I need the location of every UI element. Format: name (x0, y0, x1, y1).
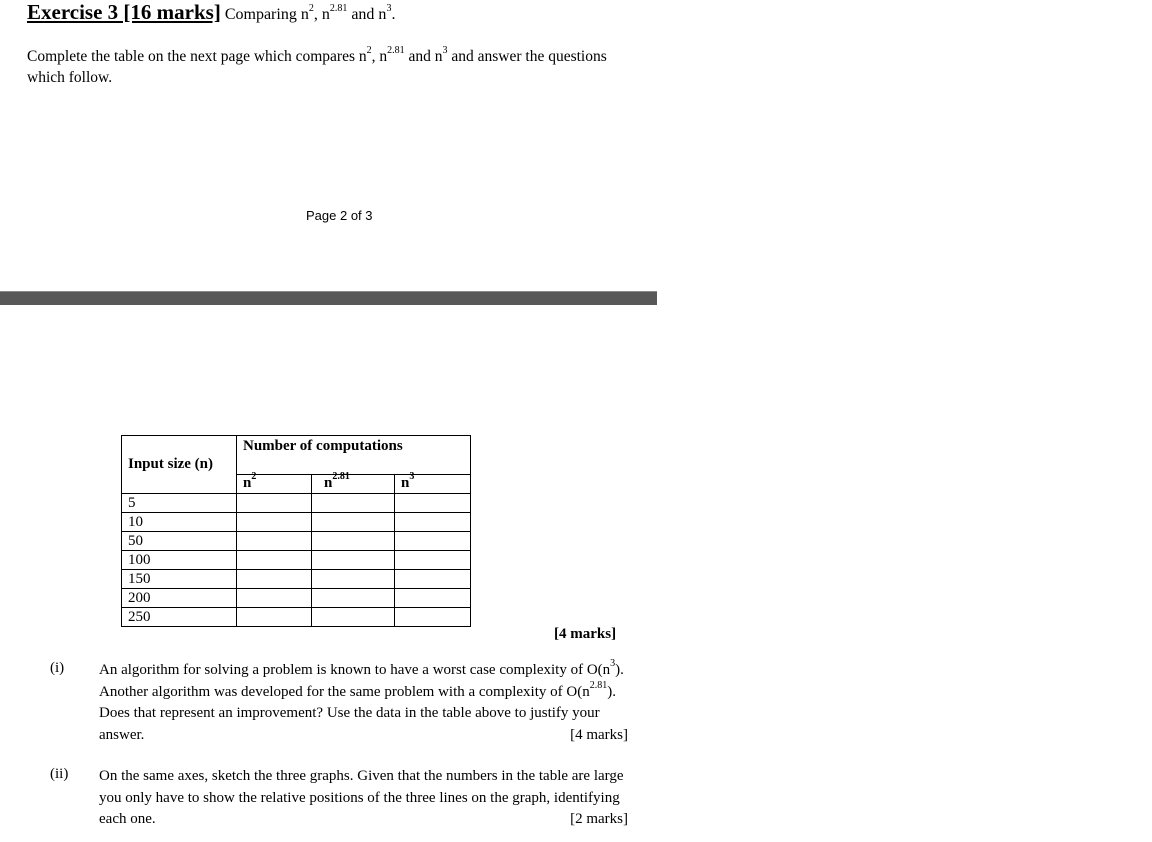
intro-text: and n (404, 48, 443, 65)
answer-cell[interactable] (395, 551, 471, 570)
col-n3-header (395, 471, 471, 494)
answer-cell[interactable] (312, 570, 395, 589)
comparison-table (121, 435, 471, 627)
answer-cell[interactable] (395, 608, 471, 627)
question-marks: [4 marks] (570, 726, 628, 743)
table-row (122, 532, 471, 551)
subtitle-sup: 3 (386, 2, 392, 14)
input-value: 10 (122, 513, 237, 532)
input-value: 100 (122, 551, 237, 570)
answer-cell[interactable] (312, 494, 395, 513)
subtitle-sup: 2.81 (329, 2, 348, 14)
subtitle-part: , n (313, 6, 330, 23)
computations-header: Number of computations (237, 436, 471, 475)
col-base: n (324, 475, 333, 491)
question-text (99, 660, 644, 746)
col-base: n (401, 475, 410, 491)
answer-cell[interactable] (312, 551, 395, 570)
question-part: An algorithm for solving a problem is known to have a worst case complexity of O(n (99, 662, 611, 678)
answer-cell[interactable] (237, 551, 312, 570)
input-value: 250 (122, 608, 237, 627)
intro-text: , n (371, 48, 388, 65)
input-value: 150 (122, 570, 237, 589)
question-marks: [2 marks] (570, 811, 628, 827)
table-row (122, 608, 471, 627)
subtitle-part: Comparing n (224, 6, 309, 23)
question-part: On the same axes, sketch the three graphs. Given that the numbers in the table are large you only have to show the relative positions of the three lines on the graph, identifying each one. (99, 768, 624, 827)
intro-text: Complete the table on the next page which compares n (27, 48, 367, 65)
intro-paragraph (27, 46, 647, 88)
question-sup: 2.81 (589, 679, 608, 691)
table-marks: [4 marks] (554, 626, 617, 642)
answer-cell[interactable] (395, 494, 471, 513)
answer-cell[interactable] (237, 570, 312, 589)
table-row (122, 551, 471, 570)
col-base: n (243, 475, 252, 491)
answer-cell[interactable] (395, 513, 471, 532)
question-label: (i) (50, 660, 65, 676)
page-separator (0, 291, 657, 305)
input-value: 200 (122, 589, 237, 608)
col-sup: 3 (409, 471, 415, 482)
exercise-title: Exercise 3 [16 marks] (27, 0, 221, 24)
table-row (122, 494, 471, 513)
answer-cell[interactable] (312, 608, 395, 627)
question-label: (ii) (50, 766, 69, 782)
answer-cell[interactable] (395, 589, 471, 608)
exercise-heading (27, 0, 395, 27)
answer-cell[interactable] (237, 589, 312, 608)
answer-cell[interactable] (237, 608, 312, 627)
col-n281-header (312, 471, 395, 494)
col-sup: 2.81 (332, 471, 350, 482)
answer-cell[interactable] (312, 513, 395, 532)
table-row (122, 589, 471, 608)
intro-sup: 3 (442, 44, 448, 56)
answer-cell[interactable] (395, 570, 471, 589)
question-part: ). Another algorithm was developed for the same problem with a complexity of O(n (99, 662, 624, 700)
intro-sup: 2.81 (387, 44, 405, 56)
col-n2-header (237, 471, 312, 494)
intro-text: and answer the questions which follow. (27, 48, 607, 86)
answer-cell[interactable] (237, 532, 312, 551)
col-sup: 2 (251, 471, 257, 482)
answer-cell[interactable] (237, 513, 312, 532)
page-number: Page 2 of 3 (306, 208, 373, 223)
question-sup: 3 (610, 658, 616, 669)
input-value: 5 (122, 494, 237, 513)
subtitle-part: . (391, 6, 396, 23)
subtitle-part: and n (347, 6, 387, 23)
exercise-subtitle (224, 2, 396, 23)
table-row (122, 570, 471, 589)
question-text (99, 766, 644, 831)
answer-cell[interactable] (312, 532, 395, 551)
question-part: ). Does that represent an improvement? Use the data in the table above to justify your answer. (99, 683, 616, 743)
answer-cell[interactable] (312, 589, 395, 608)
table-row (122, 513, 471, 532)
answer-cell[interactable] (237, 494, 312, 513)
intro-sup: 2 (366, 44, 372, 56)
subtitle-sup: 2 (308, 2, 314, 14)
answer-cell[interactable] (395, 532, 471, 551)
input-value: 50 (122, 532, 237, 551)
input-size-header: Input size (n) (122, 436, 237, 494)
